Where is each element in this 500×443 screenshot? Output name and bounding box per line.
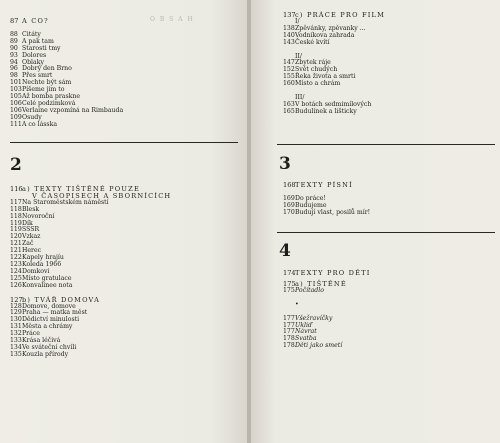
page-number: 135 [10, 350, 22, 358]
page-number: 152 [283, 66, 295, 74]
entry-title: Zpěvánky, zpěvanky ... [295, 24, 366, 32]
toc-entry [10, 234, 171, 241]
entry-title: Praha — matka měst [22, 309, 88, 317]
entry-title: Kapely hrajíu [22, 254, 64, 262]
page-number: 96 [10, 65, 18, 73]
page-number: 160 [283, 80, 295, 88]
entry-title: Osudy [22, 113, 42, 121]
section-heading: 87 A CO? [10, 17, 49, 25]
page-number: 121 [10, 247, 22, 255]
page-number: 121 [10, 240, 22, 248]
page-number: 131 [10, 323, 22, 331]
page-number: 170 [283, 208, 295, 216]
entry-title: Zbytek ráje [295, 59, 331, 67]
toc-list [283, 26, 385, 47]
entry-title: Svět chudých [295, 66, 338, 74]
page-number: 119 [10, 226, 22, 234]
page-number: 124 [10, 267, 22, 275]
entry-title: Svatba [295, 335, 317, 343]
entry-title: Krása léčivá [22, 337, 61, 345]
entry-title: Návrat [295, 328, 317, 336]
toc-list [283, 60, 385, 88]
toc-entry [283, 210, 370, 217]
entry-title: Do práce! [295, 194, 326, 202]
page-number: 88 [10, 30, 18, 38]
entry-title: Dolores [22, 51, 47, 59]
page-number: 140 [283, 31, 295, 39]
entry-title: SSSR [22, 226, 40, 234]
entry-title: Budujeme [295, 201, 327, 209]
page-number: 134 [10, 343, 22, 351]
entry-title: Ve sváteční chvíli [22, 343, 77, 351]
part-label: II/ [295, 52, 302, 60]
page-number: 155 [283, 73, 295, 81]
entry-title: Přes smrt [22, 72, 53, 80]
entry-title: A pak tam [22, 37, 54, 45]
page-number: 122 [10, 254, 22, 262]
page-number: 128 [10, 302, 22, 310]
entry-title: Nechte být sám [22, 79, 72, 87]
entry-title: Blesk [22, 205, 40, 213]
toc-list [10, 304, 171, 359]
entry-title: Budují vlast, posilů mír! [295, 208, 371, 216]
entry-title: Budulínek a lišticky [295, 107, 357, 115]
page-number: 169 [283, 201, 295, 209]
page-number: 177 [283, 328, 295, 336]
toc-list [10, 32, 123, 129]
page-number: 129 [10, 309, 22, 317]
page-number: 106 [10, 106, 22, 114]
entry-title: Verlaine vzpomíná na Rimbauda [22, 106, 124, 114]
entry-title: Místo a chrám [295, 80, 341, 88]
entry-title: Koleda 1966 [22, 260, 62, 268]
section-number: 3 [279, 154, 291, 174]
section-prace-pro-film [283, 12, 385, 116]
page-number: 117 [10, 198, 22, 206]
entry-title: Řeka života a smrti [295, 73, 356, 81]
section-heading: 116a) TEXTY TIŠTĚNÉ POUZE [10, 185, 140, 193]
page-number: 90 [10, 44, 18, 52]
page-number: 119 [10, 219, 22, 227]
entry-title: Herec [22, 247, 42, 255]
section-a-co [10, 18, 123, 129]
page-number: 125 [10, 274, 22, 282]
entry-title: Dík [22, 219, 33, 227]
page-number: 143 [283, 38, 295, 46]
toc-entry [283, 81, 385, 88]
toc-list [283, 196, 370, 217]
left-page [0, 0, 248, 443]
entry-title: Píšeme jim to [22, 86, 65, 94]
entry-title: A co lásska [22, 120, 58, 128]
page-number: 132 [10, 330, 22, 338]
toc-list [283, 316, 371, 351]
entry-title: Města a chrámy [22, 323, 73, 331]
page-number: 120 [10, 233, 22, 241]
page-number: 118 [10, 205, 22, 213]
entry-title: Dědictví minulosti [22, 316, 80, 324]
page-number: 106 [10, 99, 22, 107]
section-heading-cont: V ČASOPISECH A SBORNÍCÍCH [32, 191, 172, 200]
toc-entry [283, 343, 371, 350]
page-number: 138 [283, 24, 295, 32]
page-number: 109 [10, 113, 22, 121]
page-number: 105 [10, 93, 22, 101]
section-texty-pro-deti [283, 270, 371, 350]
page-number: 130 [10, 316, 22, 324]
entry-title: Práce [22, 330, 40, 338]
entry-title: Až bomba praskne [22, 93, 81, 101]
subsection-heading: 127b) TVÁŘ DOMOVA [10, 295, 101, 304]
entry-title: Domove, domove [22, 302, 76, 310]
toc-entry: 175Počítadlo [283, 286, 324, 294]
entry-title: V botách sedmimílových [295, 100, 372, 108]
entry-title: Ukliď [295, 321, 312, 329]
page-number: 101 [10, 79, 22, 87]
part-label: I/ [295, 17, 300, 25]
page-number: 165 [283, 107, 295, 115]
section-number: 4 [279, 241, 291, 261]
page-number: 93 [10, 51, 18, 59]
part-label: III/ [295, 94, 305, 102]
page-number: 103 [10, 86, 22, 94]
bullet-mark: • [295, 300, 299, 308]
toc-entry [10, 283, 171, 290]
toc-list [283, 102, 385, 116]
entry-title: Domkovi [22, 267, 50, 275]
entry-title: Kouzla přírody [22, 350, 69, 358]
page-number: 94 [10, 58, 18, 66]
toc-entry [10, 214, 171, 221]
section-number: 2 [10, 155, 22, 175]
page-number: 123 [10, 260, 22, 268]
section-texty-pisni [283, 182, 370, 217]
page-number: 163 [283, 100, 295, 108]
section-heading: 137c) PRÁCE PRO FILM [283, 11, 386, 19]
entry-title: Místo gratulace [22, 274, 72, 282]
section-divider [277, 144, 495, 145]
bleed-through-text: O B S A H [150, 16, 195, 23]
entry-title: Oblaky [22, 58, 44, 66]
section-texty-tistene [10, 186, 171, 359]
entry-title: Konvalinee nota [22, 281, 73, 289]
subsection-heading: 175a) TIŠTĚNÉ [283, 279, 347, 288]
section-heading: 168TEXTY PÍSNÍ [283, 181, 353, 189]
page-number: 126 [10, 281, 22, 289]
entry-title: Vzkaz [22, 233, 41, 241]
entry-title: Celé podzimková [22, 99, 76, 107]
page-number: 178 [283, 335, 295, 343]
right-page [251, 0, 500, 443]
page-number: 133 [10, 337, 22, 345]
toc-list [10, 200, 171, 290]
page-number: 177 [283, 321, 295, 329]
entry-title: Novoroční [22, 212, 55, 220]
page-number: 178 [283, 342, 295, 350]
section-divider [10, 142, 238, 143]
entry-title: Děti jako smetí [295, 342, 343, 350]
page-number: 111 [10, 120, 22, 128]
entry-title: České kvítí [295, 38, 330, 46]
section-heading: 174TEXTY PRO DĚTI [283, 269, 371, 277]
entry-title: Vodníkova zahrada [295, 31, 355, 39]
toc-entry [283, 40, 385, 47]
entry-title: Na Staroměstském náměstí [22, 198, 109, 206]
entry-title: Dobrý den Brno [22, 65, 72, 73]
entry-title: Citáty [22, 30, 41, 38]
page-number: 98 [10, 72, 18, 80]
section-divider [277, 232, 495, 233]
page-number: 169 [283, 194, 295, 202]
entry-title: Starosti tmy [22, 44, 61, 52]
page-number: 177 [283, 314, 295, 322]
toc-entry [10, 352, 171, 359]
page-number: 89 [10, 37, 18, 45]
entry-title: Všežravíčky [295, 314, 333, 322]
toc-entry [283, 109, 385, 116]
entry-title: Zač [22, 240, 34, 248]
page-number: 147 [283, 59, 295, 67]
toc-entry [10, 122, 123, 129]
page-number: 118 [10, 212, 22, 220]
